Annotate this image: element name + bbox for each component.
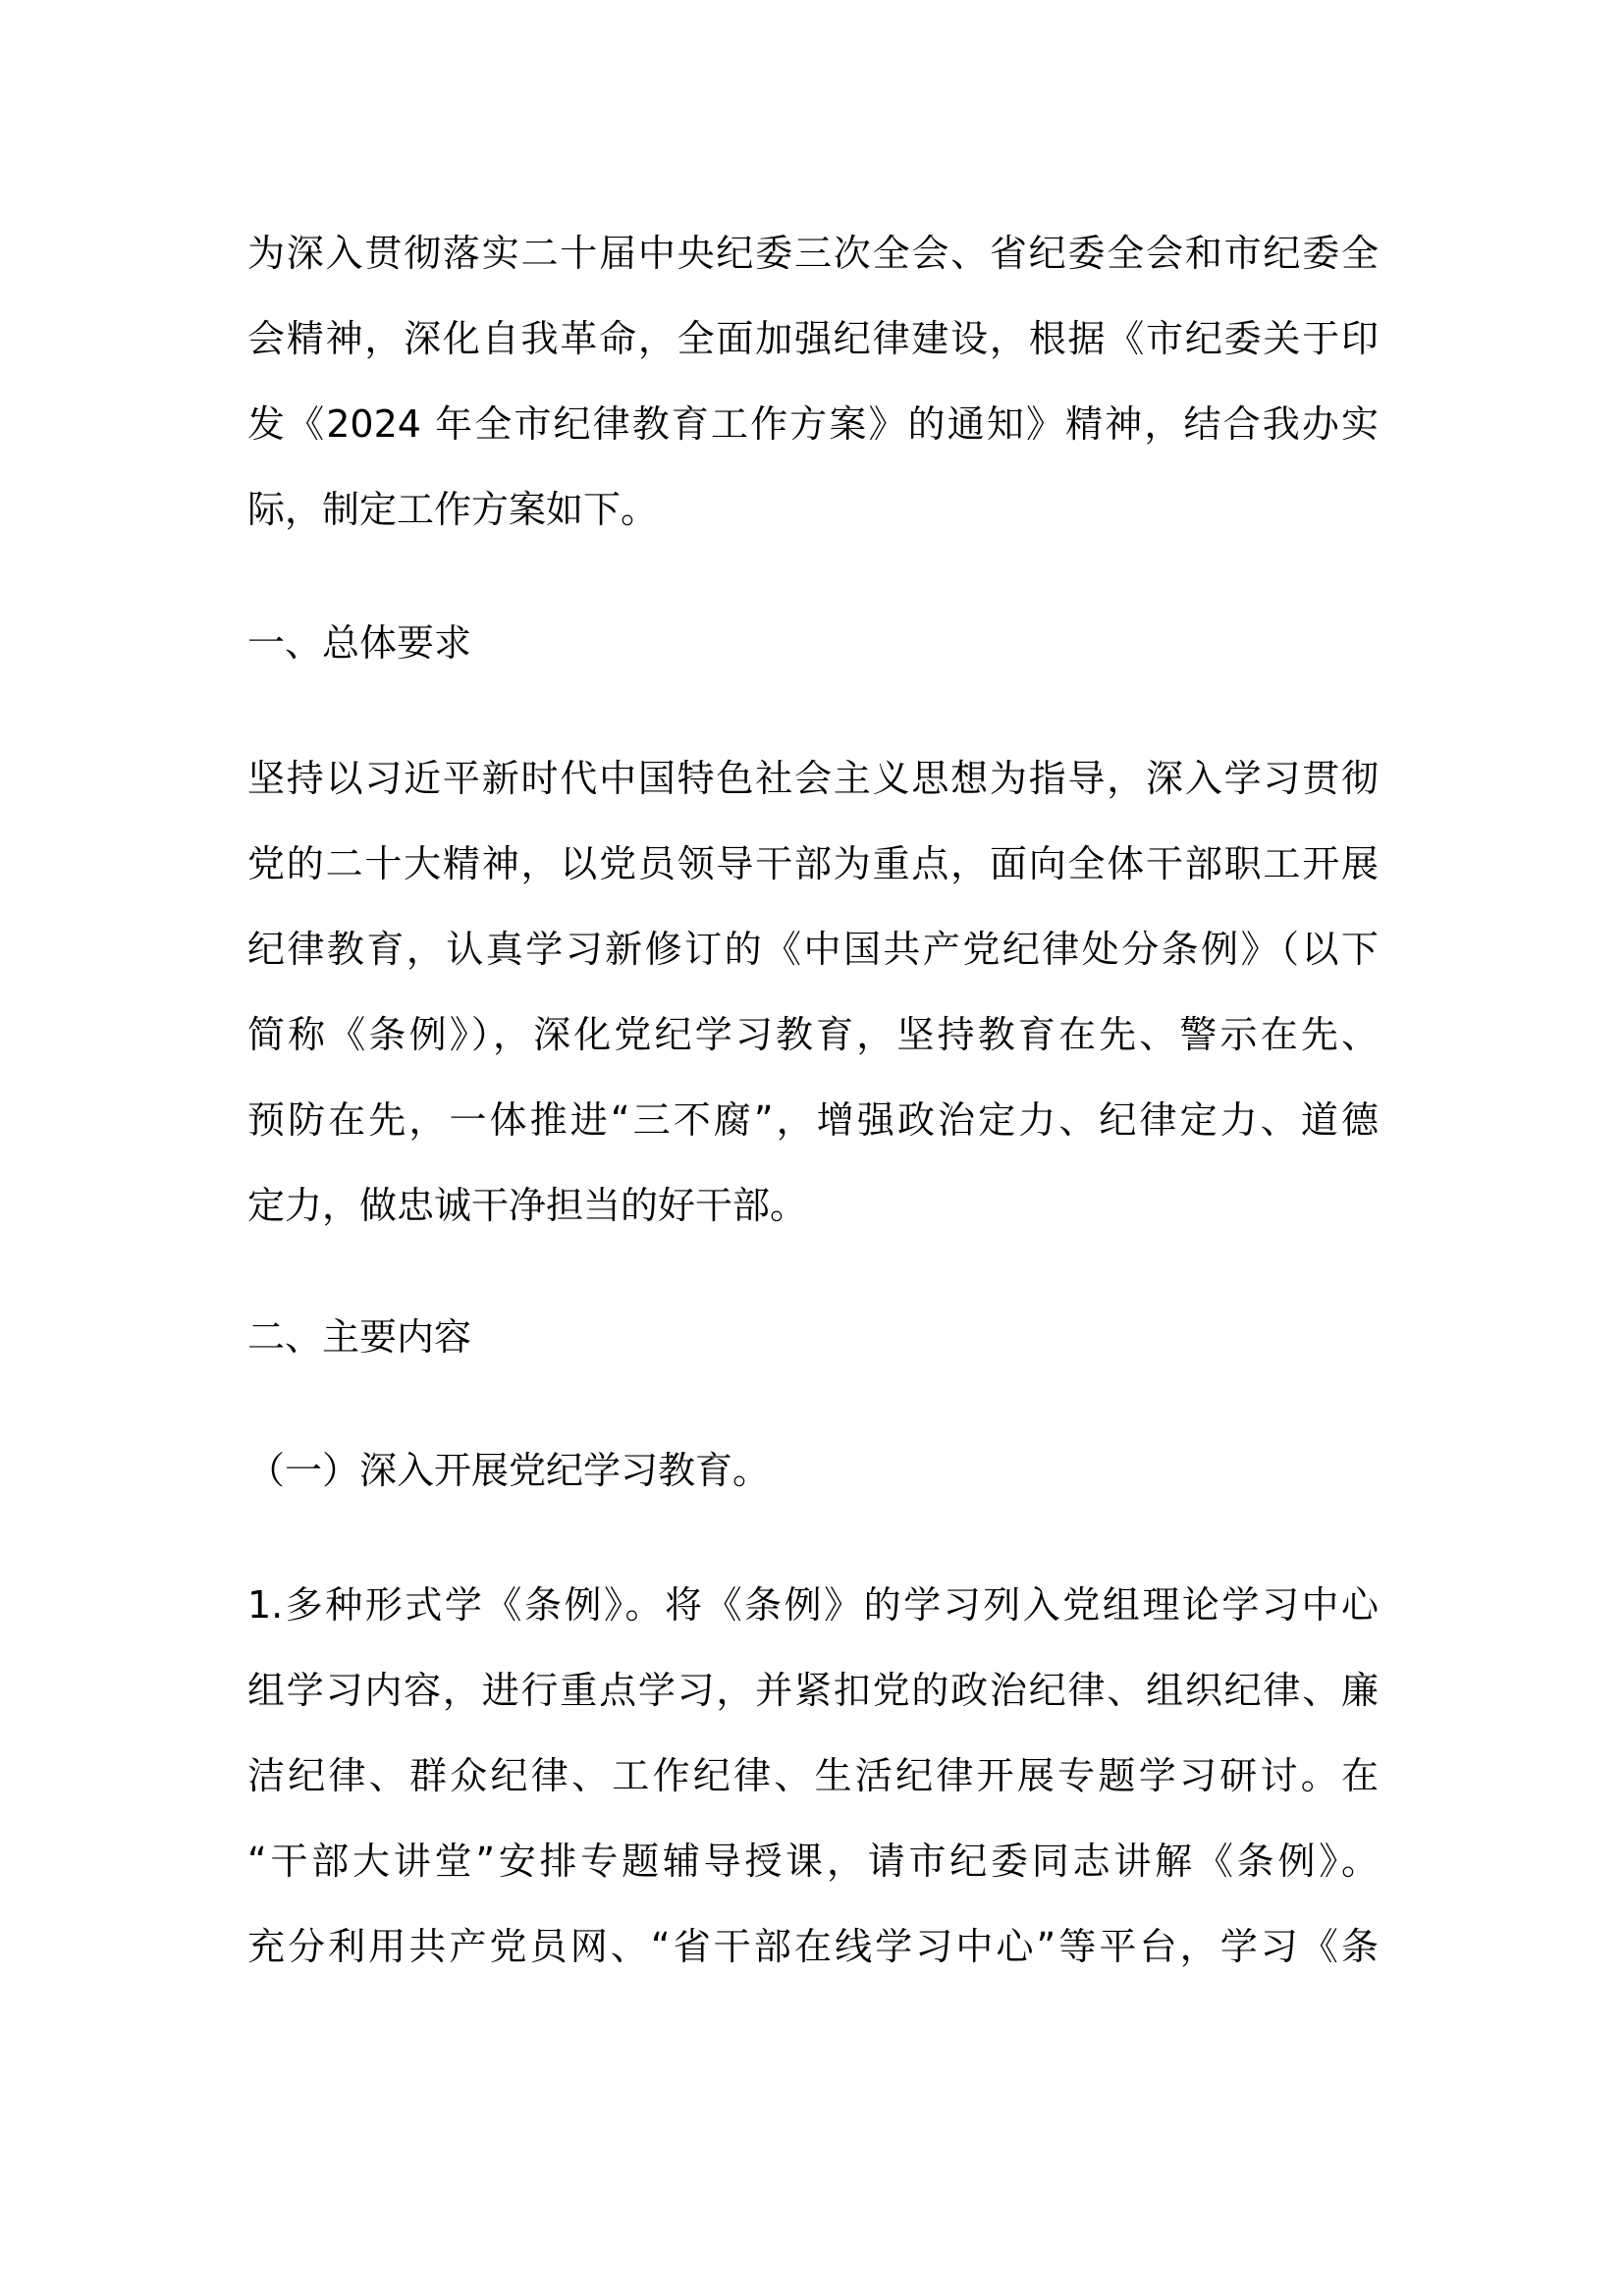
text-line: 会精神，深化自我革命，全面加强纪律建设，根据《市纪委关于印 <box>247 317 1379 360</box>
subsection-heading-party-discipline-education: （一）深入开展党纪学习教育。 <box>247 1449 771 1492</box>
text-line: 纪律教育，认真学习新修订的《中国共产党纪律处分条例》（以下 <box>247 928 1379 971</box>
text-line: 洁纪律、群众纪律、工作纪律、生活纪律开展专题学习研讨。在 <box>247 1754 1379 1797</box>
section-heading-overall-requirements: 一、总体要求 <box>247 621 472 665</box>
section-heading-main-content: 二、主要内容 <box>247 1315 472 1359</box>
text-line: 际，制定工作方案如下。 <box>247 488 659 531</box>
text-line: 发《2024 年全市纪律教育工作方案》的通知》精神，结合我办实 <box>247 402 1379 446</box>
text-line: “干部大讲堂”安排专题辅导授课，请市纪委同志讲解《条例》。 <box>247 1840 1379 1883</box>
text-line: 为深入贯彻落实二十届中央纪委三次全会、省纪委全会和市纪委全 <box>247 232 1379 275</box>
text-line: 党的二十大精神，以党员领导干部为重点，面向全体干部职工开展 <box>247 842 1379 885</box>
text-line: 定力，做忠诚干净担当的好干部。 <box>247 1184 808 1227</box>
text-line: 组学习内容，进行重点学习，并紧扣党的政治纪律、组织纪律、廉 <box>247 1669 1379 1712</box>
text-line: 充分利用共产党员网、“省干部在线学习中心”等平台，学习《条 <box>247 1925 1379 1968</box>
text-line: 坚持以习近平新时代中国特色社会主义思想为指导，深入学习贯彻 <box>247 757 1379 800</box>
text-line: 简称《条例》），深化党纪学习教育，坚持教育在先、警示在先、 <box>247 1013 1379 1056</box>
text-line: 预防在先，一体推进“三不腐”，增强政治定力、纪律定力、道德 <box>247 1098 1379 1142</box>
text-line: 1.多种形式学《条例》。将《条例》的学习列入党组理论学习中心 <box>247 1583 1379 1627</box>
